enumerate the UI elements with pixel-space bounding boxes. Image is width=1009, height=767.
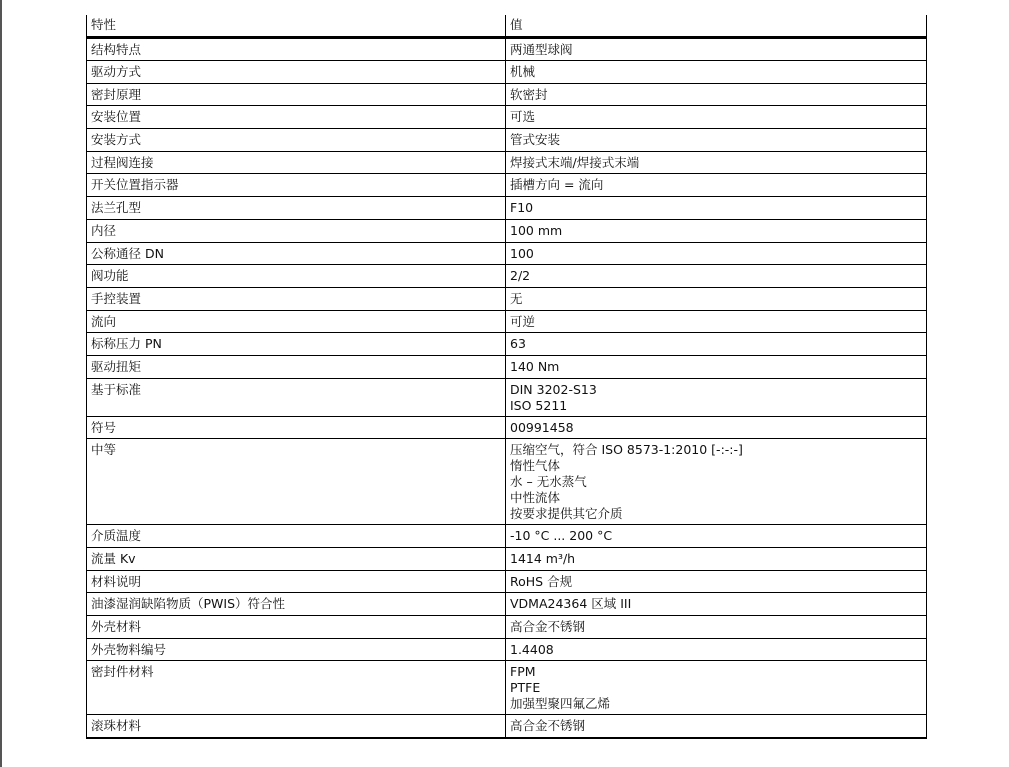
table-row bbox=[87, 197, 927, 220]
property-cell: 法兰孔型 bbox=[87, 197, 506, 220]
property-cell: 密封件材料 bbox=[87, 661, 506, 715]
value-line: 可逆 bbox=[510, 313, 536, 329]
property-cell: 流量 Kv bbox=[87, 548, 506, 571]
value-cell bbox=[506, 355, 927, 378]
value-line: 两通型球阀 bbox=[510, 42, 573, 57]
value-cell bbox=[506, 593, 927, 616]
value-line: 中性流体 bbox=[510, 490, 561, 506]
property-cell: 安装位置 bbox=[87, 106, 506, 129]
value-cell bbox=[506, 219, 927, 242]
value-line: 惰性气体 bbox=[510, 458, 561, 474]
value-line: DIN 3202-S13 bbox=[510, 381, 597, 397]
header-row bbox=[87, 15, 927, 38]
table-row bbox=[87, 265, 927, 288]
property-cell: 阀功能 bbox=[87, 265, 506, 288]
value-cell bbox=[506, 151, 927, 174]
table-row bbox=[87, 310, 927, 333]
value-cell bbox=[506, 333, 927, 356]
table-row bbox=[87, 439, 927, 525]
value-cell bbox=[506, 174, 927, 197]
value-line: 水 – 无水蒸气 bbox=[510, 474, 587, 490]
value-cell bbox=[506, 265, 927, 288]
property-cell: 结构特点 bbox=[87, 38, 506, 61]
value-line: VDMA24364 区域 III bbox=[510, 596, 632, 612]
property-cell: 安装方式 bbox=[87, 129, 506, 152]
value-cell bbox=[506, 310, 927, 333]
property-cell: 手控装置 bbox=[87, 287, 506, 310]
property-cell: 外壳材料 bbox=[87, 616, 506, 639]
value-cell bbox=[506, 548, 927, 571]
value-line: 软密封 bbox=[510, 86, 548, 102]
value-cell bbox=[506, 378, 927, 416]
value-line: ISO 5211 bbox=[510, 397, 568, 413]
value-cell bbox=[506, 38, 927, 61]
property-cell: 公称通径 DN bbox=[87, 242, 506, 265]
property-cell: 开关位置指示器 bbox=[87, 174, 506, 197]
table-row bbox=[87, 38, 927, 61]
property-cell: 内径 bbox=[87, 219, 506, 242]
table-row bbox=[87, 715, 927, 738]
value-cell bbox=[506, 83, 927, 106]
value-line: PTFE bbox=[510, 680, 541, 696]
property-cell: 密封原理 bbox=[87, 83, 506, 106]
table-row bbox=[87, 61, 927, 84]
table-row bbox=[87, 355, 927, 378]
value-line: RoHS 合规 bbox=[510, 573, 573, 589]
value-cell bbox=[506, 638, 927, 661]
value-line: FPM bbox=[510, 664, 536, 680]
table-row bbox=[87, 106, 927, 129]
value-line: 高合金不锈钢 bbox=[510, 619, 586, 635]
table-row bbox=[87, 593, 927, 616]
value-cell bbox=[506, 439, 927, 525]
table-row bbox=[87, 129, 927, 152]
value-cell bbox=[506, 106, 927, 129]
value-cell bbox=[506, 570, 927, 593]
table-row bbox=[87, 287, 927, 310]
value-cell bbox=[506, 616, 927, 639]
table-header bbox=[87, 15, 927, 38]
value-line: 2/2 bbox=[510, 268, 531, 284]
table-row bbox=[87, 525, 927, 548]
value-line: 140 Nm bbox=[510, 358, 560, 374]
table-row bbox=[87, 548, 927, 571]
property-cell: 标称压力 PN bbox=[87, 333, 506, 356]
value-line: F10 bbox=[510, 200, 534, 216]
property-cell: 驱动扭矩 bbox=[87, 355, 506, 378]
value-line: 压缩空气，符合 ISO 8573-1:2010 [-:-:-] bbox=[510, 442, 743, 458]
property-cell: 介质温度 bbox=[87, 525, 506, 548]
header-property: 特性 bbox=[87, 15, 506, 38]
table-body bbox=[87, 38, 927, 738]
table-row bbox=[87, 570, 927, 593]
property-cell: 材料说明 bbox=[87, 570, 506, 593]
property-cell: 滚珠材料 bbox=[87, 715, 506, 738]
property-cell: 驱动方式 bbox=[87, 61, 506, 84]
page-left-edge bbox=[0, 0, 2, 767]
value-cell bbox=[506, 416, 927, 439]
table-row bbox=[87, 174, 927, 197]
spec-table bbox=[86, 15, 927, 739]
table-row bbox=[87, 83, 927, 106]
table-row bbox=[87, 416, 927, 439]
value-line: 加强型聚四氟乙烯 bbox=[510, 696, 611, 712]
value-cell bbox=[506, 287, 927, 310]
table-row bbox=[87, 151, 927, 174]
value-cell bbox=[506, 525, 927, 548]
table-row bbox=[87, 616, 927, 639]
value-cell bbox=[506, 61, 927, 84]
property-cell: 中等 bbox=[87, 439, 506, 525]
table-row bbox=[87, 638, 927, 661]
value-line: 焊接式末端/焊接式末端 bbox=[510, 154, 640, 170]
value-cell bbox=[506, 715, 927, 738]
value-line: 机械 bbox=[510, 64, 536, 79]
header-value: 值 bbox=[506, 15, 927, 38]
value-line: 按要求提供其它介质 bbox=[510, 506, 623, 522]
value-line: 可选 bbox=[510, 109, 536, 125]
table-row bbox=[87, 378, 927, 416]
property-cell: 油漆湿润缺陷物质（PWIS）符合性 bbox=[87, 593, 506, 616]
value-cell bbox=[506, 661, 927, 715]
value-cell bbox=[506, 129, 927, 152]
value-line: 插槽方向 = 流向 bbox=[510, 177, 604, 193]
value-cell bbox=[506, 197, 927, 220]
value-cell bbox=[506, 242, 927, 265]
value-line: 63 bbox=[510, 336, 526, 352]
property-cell: 外壳物料编号 bbox=[87, 638, 506, 661]
value-line: 高合金不锈钢 bbox=[510, 718, 586, 734]
property-cell: 基于标准 bbox=[87, 378, 506, 416]
property-cell: 流向 bbox=[87, 310, 506, 333]
value-line: 1.4408 bbox=[510, 641, 554, 657]
value-line: 无 bbox=[510, 290, 523, 306]
value-line: 1414 m³/h bbox=[510, 551, 576, 566]
table-row bbox=[87, 661, 927, 715]
value-line: 管式安装 bbox=[510, 132, 561, 148]
value-line: 100 bbox=[510, 245, 534, 261]
table-row bbox=[87, 333, 927, 356]
table-row bbox=[87, 219, 927, 242]
value-line: -10 °C ... 200 °C bbox=[510, 528, 613, 544]
value-line: 100 mm bbox=[510, 222, 563, 238]
table-row bbox=[87, 242, 927, 265]
value-line: 00991458 bbox=[510, 419, 574, 435]
property-cell: 过程阀连接 bbox=[87, 151, 506, 174]
property-cell: 符号 bbox=[87, 416, 506, 439]
